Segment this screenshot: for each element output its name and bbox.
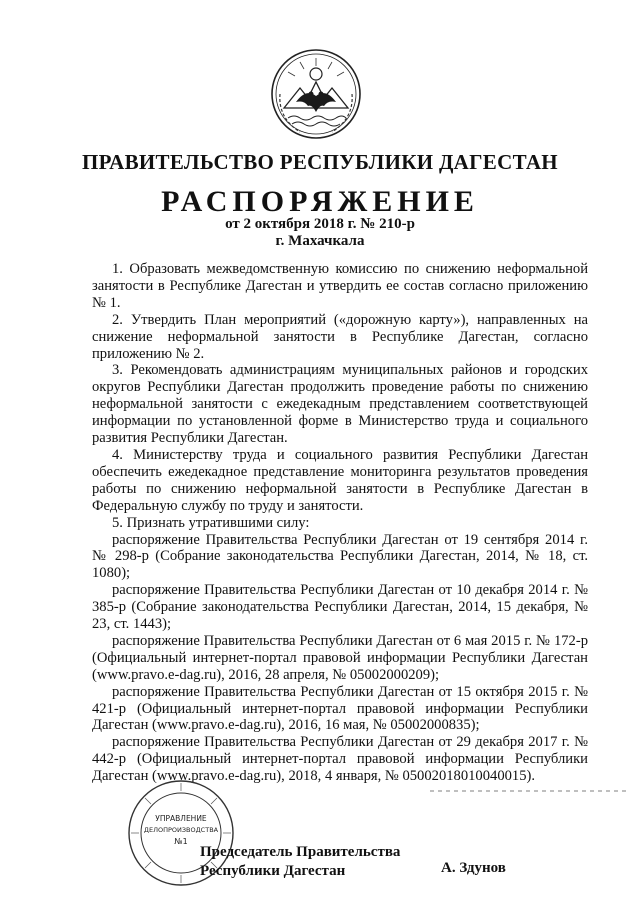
repealed-item-1: распоряжение Правительства Республики Дагестан от 19 сентября 2014 г. № 298-р (Собрание законодательства Республики Дагестан, 2014, № 18, ст. 1080); <box>92 531 588 582</box>
document-type: РАСПОРЯЖЕНИЕ <box>161 185 479 218</box>
signatory-name: А. Здунов <box>441 860 506 876</box>
paragraph-3: 3. Рекомендовать администрациям муниципальных районов и городских округов Республики Дагестан продолжить проведение работы по снижению неформальной занятости с ежедекадным представлением соответствующей информации по установленной форме в Министерство труда и социального развития Республики Дагестан. <box>92 362 588 447</box>
signatory-title-line-2: Республики Дагестан <box>200 863 346 879</box>
paragraph-2: 2. Утвердить План мероприятий («дорожную карту»), направленных на снижение неформальной занятости в Республике Дагестан, согласно приложению № 2. <box>92 311 588 362</box>
repealed-item-5: распоряжение Правительства Республики Дагестан от 29 декабря 2017 г. № 442-р (Официальный интернет-портал правовой информации Республики Дагестан (www.pravo.e-dag.ru), 2018, 4 января, № 05002018010040015). <box>92 734 588 785</box>
stamp-line-3: №1 <box>174 837 188 846</box>
stamp-line-2: ДЕЛОПРОИЗВОДСТВА <box>143 826 219 834</box>
paragraph-1: 1. Образовать межведомственную комиссию по снижению неформальной занятости в Республике Дагестан и утвердить ее состав согласно приложению № 1. <box>92 261 588 311</box>
dagestan-coat-of-arms-icon <box>270 48 362 140</box>
repealed-item-2: распоряжение Правительства Республики Дагестан от 10 декабря 2014 г. № 385-р (Собрание законодательства Республики Дагестан, 2014, 15 декабря, № 23, ст. 1443); <box>92 582 588 633</box>
signatory-title <box>200 843 400 881</box>
document-date-number: от 2 октября 2018 г. № 210-р <box>225 216 415 232</box>
document-city: г. Махачкала <box>275 233 365 249</box>
signatory-title-line-1: Председатель Правительства <box>200 844 401 860</box>
repealed-item-3: распоряжение Правительства Республики Дагестан от 6 мая 2015 г. № 172-р (Официальный интернет-портал правовой информации Республики Дагестан (www.pravo.e-dag.ru), 2016, 28 апреля, № 05002000209); <box>92 632 588 683</box>
stamp-line-1: УПРАВЛЕНИЕ <box>155 814 207 823</box>
repealed-item-4: распоряжение Правительства Республики Дагестан от 15 октября 2015 г. № 421-р (Официальный интернет-портал правовой информации Республики Дагестан (www.pravo.e-dag.ru), 2016, 16 мая, № 05002000835); <box>92 683 588 734</box>
scan-dash-artifact <box>430 790 630 792</box>
paragraph-4: 4. Министерству труда и социального развития Республики Дагестан обеспечить ежедекадное представление мониторинга результатов проведения работы по снижению неформальной занятости в Республике Дагестан в Федеральную службу по труду и занятости. <box>92 446 588 514</box>
government-title: ПРАВИТЕЛЬСТВО РЕСПУБЛИКИ ДАГЕСТАН <box>82 150 558 174</box>
paragraph-5: 5. Признать утратившими силу: <box>112 514 310 531</box>
document-body <box>92 261 588 785</box>
